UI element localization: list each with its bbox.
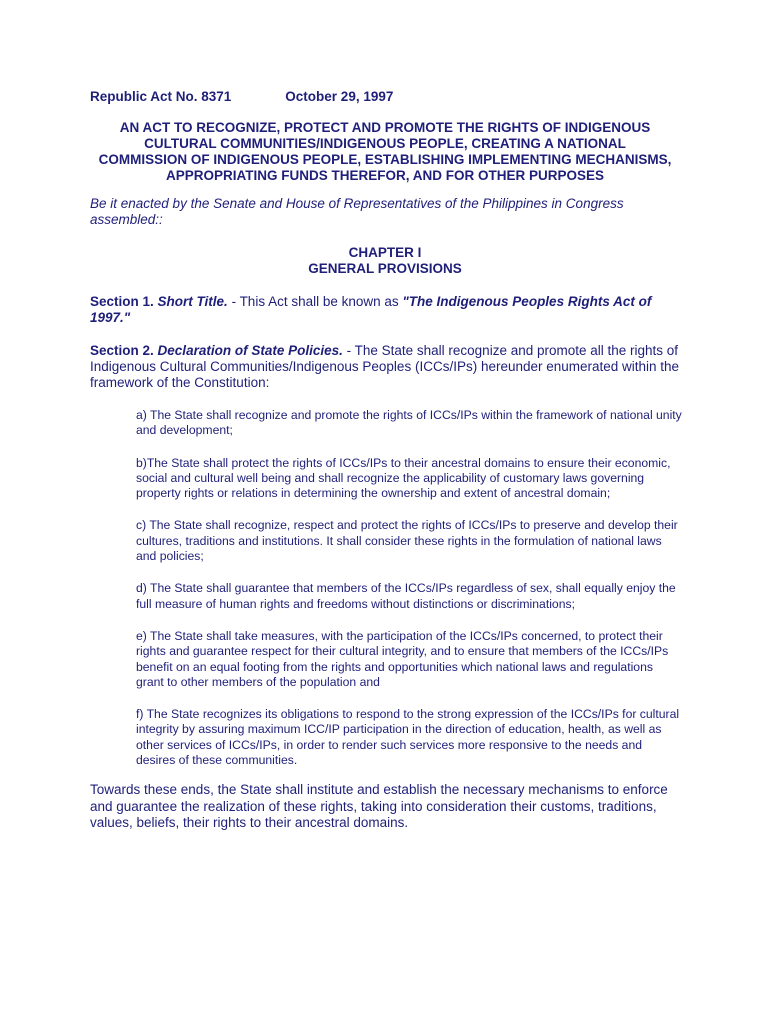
policy-item-e: e) The State shall take measures, with the participation of the ICCs/IPs concerned, to protect their rights and guarantee respect for their cultural integrity, and to ensure that members of the ICCs/IPs benefit on an equal footing from the rights and opportunities which national laws and regulations grant to other members of the population and xyxy=(136,628,669,689)
policy-item-c: c) The State shall recognize, respect and protect the rights of ICCs/IPs to preserve and develop their cultures, traditions and institutions. It shall consider these rights in the formulation of national laws and policies; xyxy=(136,518,678,564)
document-page xyxy=(90,88,680,832)
section-title: Short Title. xyxy=(157,294,228,309)
policy-item-a: a) The State shall recognize and promote the rights of ICCs/IPs within the framework of national unity and development; xyxy=(136,408,682,438)
act-date: October 29, 1997 xyxy=(285,89,394,104)
act-title-line: COMMISSION OF INDIGENOUS PEOPLE, ESTABLISHING IMPLEMENTING MECHANISMS, xyxy=(98,152,672,167)
act-title-line: CULTURAL COMMUNITIES/INDIGENOUS PEOPLE, CREATING A NATIONAL xyxy=(144,136,626,151)
act-title-line: AN ACT TO RECOGNIZE, PROTECT AND PROMOTE THE RIGHTS OF INDIGENOUS xyxy=(119,120,651,135)
chapter-number: CHAPTER I xyxy=(348,245,422,260)
chapter-heading xyxy=(90,245,680,277)
enacting-clause: Be it enacted by the Senate and House of Representatives of the Philippines in Congress assembled:: xyxy=(90,196,624,227)
policy-item-d: d) The State shall guarantee that members of the ICCs/IPs regardless of sex, shall equally enjoy the full measure of human rights and freedoms without distinctions or discriminations; xyxy=(136,581,676,611)
section-title: Declaration of State Policies. xyxy=(157,343,343,358)
act-number: Republic Act No. 8371 xyxy=(90,89,232,104)
policy-list xyxy=(136,408,684,768)
section-2 xyxy=(90,343,680,391)
closing-paragraph: Towards these ends, the State shall institute and establish the necessary mechanisms to enforce and guarantee the realization of these rights, taking into consideration their customs, traditions, values, beliefs, their rights to their ancestral domains. xyxy=(90,782,668,831)
section-text: - The State shall recognize and promote all the rights of Indigenous Cultural Communities/Indigenous Peoples (ICCs/IPs) hereunder enumerated within the framework of the Constitution: xyxy=(90,343,680,390)
chapter-title: GENERAL PROVISIONS xyxy=(308,261,462,276)
act-header xyxy=(90,88,680,106)
act-title-line: APPROPRIATING FUNDS THEREFOR, AND FOR OTHER PURPOSES xyxy=(165,168,605,183)
section-number: Section 1. xyxy=(90,294,154,309)
section-text: - This Act shall be known as xyxy=(227,294,403,309)
section-number: Section 2. xyxy=(90,343,154,358)
act-title xyxy=(90,120,680,184)
policy-item-b: b)The State shall protect the rights of ICCs/IPs to their ancestral domains to ensure their economic, social and cultural well being and shall recognize the applicability of customary laws governing property rights or relations in determining the ownership and extent of ancestral domain; xyxy=(136,455,671,501)
short-title-quote: "The Indigenous Peoples Rights Act of 1997." xyxy=(90,294,652,325)
policy-item-f: f) The State recognizes its obligations to respond to the strong expression of the ICCs/IPs for cultural integrity by assuring maximum ICC/IP participation in the direction of education, health, as well as other services of ICCs/IPs, in order to render such services more responsive to the needs and desires of these communities. xyxy=(136,707,680,768)
section-1 xyxy=(90,294,680,326)
